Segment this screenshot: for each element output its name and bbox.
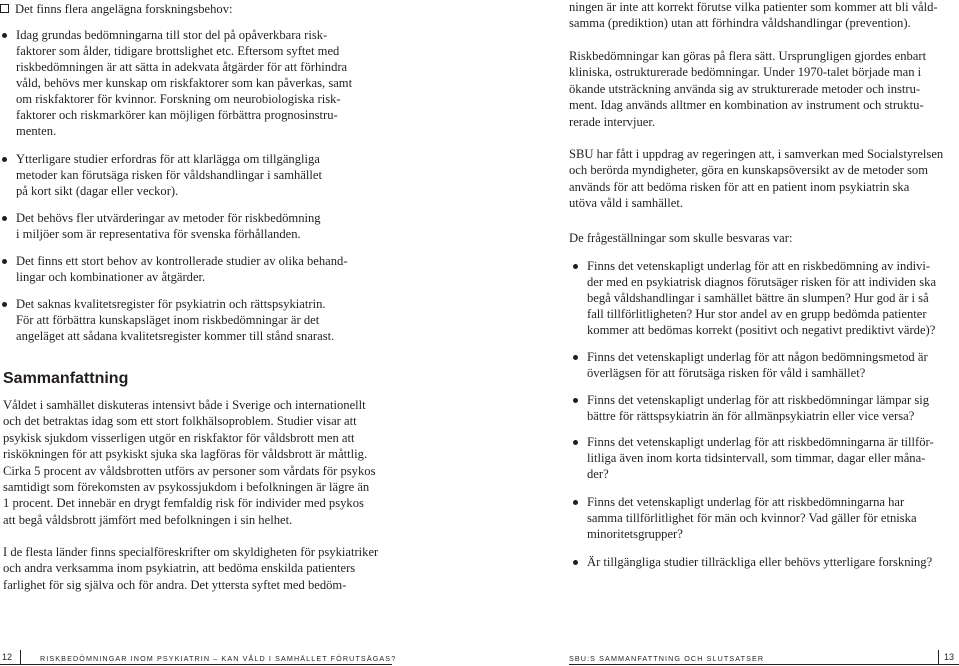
summary-paragraph: Våldet i samhället diskuteras intensivt både i Sverige och internationellt och det betraktas idag som ett stort folkhälsoproblem. Studier visar att psykisk sjukdom visserligen utgör en riskfaktor för våldsbrott men att riskökningen för att psykiskt sjuka ska lagföras för våldsbrott är måttlig. Cirka 5 procent av våldsbrotten utförs av personer som vårdats för psykos samtidigt som förekomsten av psykossjukdom i befolkningen är lägre än 1 procent. Det innebär en drygt femfaldig risk för individer med psykos att begå våldsbrott jämfört med befolkningen i sin helhet.: [3, 398, 376, 527]
research-needs-heading: [0, 1, 392, 17]
bullet-icon: [573, 560, 578, 565]
body-paragraph: Riskbedömningar kan göras på flera sätt. Ursprungligen gjordes enbart kliniska, ostrukturerade bedömningar. Under 1970-talet började man i ökande utsträckning använda sig av strukturerade metoder och instru- ment. Idag används alltmer en kombination av instrument och struktu- rerade intervjuer.: [569, 49, 927, 129]
list-item-text: Finns det vetenskapligt underlag för att riskbedömningarna har samma tillförlitlighet för män och kvinnor? Vad gäller för etniska minoritetsgrupper?: [587, 495, 917, 541]
list-item-text: Det saknas kvalitetsregister för psykiatrin och rättspsykiatrin. För att förbättra kunskapsläget inom riskbedömningar är det angeläget att sådana kvalitetsregister kommer till stånd snarast.: [16, 297, 335, 343]
page-number-right: 13: [944, 652, 955, 662]
list-item-text: Finns det vetenskapligt underlag för att någon bedömningsmetod är överlägsen för att förutsäga risken för våld i samhället?: [587, 350, 928, 380]
bullet-icon: [573, 500, 578, 505]
list-item: [587, 349, 928, 381]
list-item-text: Finns det vetenskapligt underlag för att en riskbedömning av indivi- der med en psykiatrisk diagnos förutsäger risken för att individen ska begå våldshandlingar i samhället bättre än slumpen? Hur god är i så fall tillförlitligheten? Hur stor andel av en grupp bedömda patienter kommer att bedömas korrekt (positivt och negativt prediktivt värde)?: [587, 259, 937, 337]
list-item: [587, 392, 929, 424]
list-item-text: Är tillgängliga studier tillräckliga eller behövs ytterligare forskning?: [587, 555, 933, 569]
list-item-text: Ytterligare studier erfordras för att klarlägga om tillgängliga metoder kan förutsäga risken för våldshandlingar i samhället på kort sikt (dagar eller veckor).: [16, 152, 323, 198]
body-paragraph: ningen är inte att korrekt förutse vilka patienter som kommer att bli våld- samma (prediktion) utan att förhindra våldshandlingar (prevention).: [569, 0, 938, 31]
body-paragraph: De frågeställningar som skulle besvaras var:: [569, 231, 793, 245]
footer-divider: [938, 650, 939, 665]
summary-paragraph: I de flesta länder finns specialföreskrifter om skyldigheten för psykiatriker och andra verksamma inom psykiatrin, att bedöma enskilda patienters farlighet för sig själva och för andra. Det yttersta syftet med bedöm-: [3, 545, 379, 592]
bullet-icon: [573, 264, 578, 269]
footer-divider: [20, 650, 21, 665]
list-item: [587, 554, 932, 570]
bullet-icon: [2, 216, 7, 221]
list-item-text: Det behövs fler utvärderingar av metoder för riskbedömning i miljöer som är representativa för svenska förhållanden.: [16, 211, 321, 241]
bullet-icon: [573, 398, 578, 403]
footer-rule-left: [0, 664, 392, 665]
list-item-text: Finns det vetenskapligt underlag för att riskbedömningarna är tillför- litliga även inom korta tidsintervall, som timmar, dagar eller måna- der?: [587, 435, 934, 481]
list-item-text: Det finns ett stort behov av kontrollerade studier av olika behand- lingar och kombinationer av åtgärder.: [16, 254, 348, 284]
list-item: [587, 494, 917, 542]
list-item-text: Idag grundas bedömningarna till stor del på opåverkbara risk- faktorer som ålder, tidigare brottslighet etc. Eftersom syftet med riskbedömningen är att sätta in adekvata åtgärder för att förhindra våld, behövs mer kunskap om riskfaktorer som kan påverkas, samt om riskfaktorer för kvinnor. Forskning om neurobiologiska risk- faktorer och riskmarkörer kan möjligen förbättra prognosinstru- menten.: [16, 28, 353, 138]
bullet-icon: [2, 302, 7, 307]
footer-title-left: RISKBEDÖMNINGAR INOM PSYKIATRIN – KAN VÅLD I SAMHÄLLET FÖRUTSÄGAS?: [40, 654, 397, 663]
bullet-icon: [2, 33, 7, 38]
list-item: [587, 258, 936, 338]
list-item-text: Finns det vetenskapligt underlag för att riskbedömningar lämpar sig bättre för rättspsykiatrin än för allmänpsykiatrin eller vice versa?: [587, 393, 930, 423]
list-item: [16, 151, 322, 199]
bullet-icon: [2, 259, 7, 264]
list-item: [587, 434, 934, 482]
list-item: [16, 210, 321, 242]
list-item: [16, 253, 348, 285]
footer-rule-right: [569, 664, 959, 665]
bullet-icon: [573, 440, 578, 445]
body-paragraph: SBU har fått i uppdrag av regeringen att, i samverkan med Socialstyrelsen och berörda myndigheter, göra en kunskapsöversikt av de metoder som används för att bedöma risken för att en patient inom psykiatrin ska utöva våld i samhället.: [569, 147, 944, 211]
bullet-icon: [2, 157, 7, 162]
research-needs-heading-text: Det finns flera angelägna forskningsbehov:: [15, 2, 233, 16]
page-number-left: 12: [2, 652, 13, 662]
section-heading: Sammanfattning: [3, 370, 129, 387]
checkbox-icon: [0, 4, 9, 13]
list-item: [16, 27, 352, 139]
list-item: [16, 296, 334, 344]
bullet-icon: [573, 355, 578, 360]
footer-title-right: SBU:S SAMMANFATTNING OCH SLUTSATSER: [569, 654, 765, 663]
